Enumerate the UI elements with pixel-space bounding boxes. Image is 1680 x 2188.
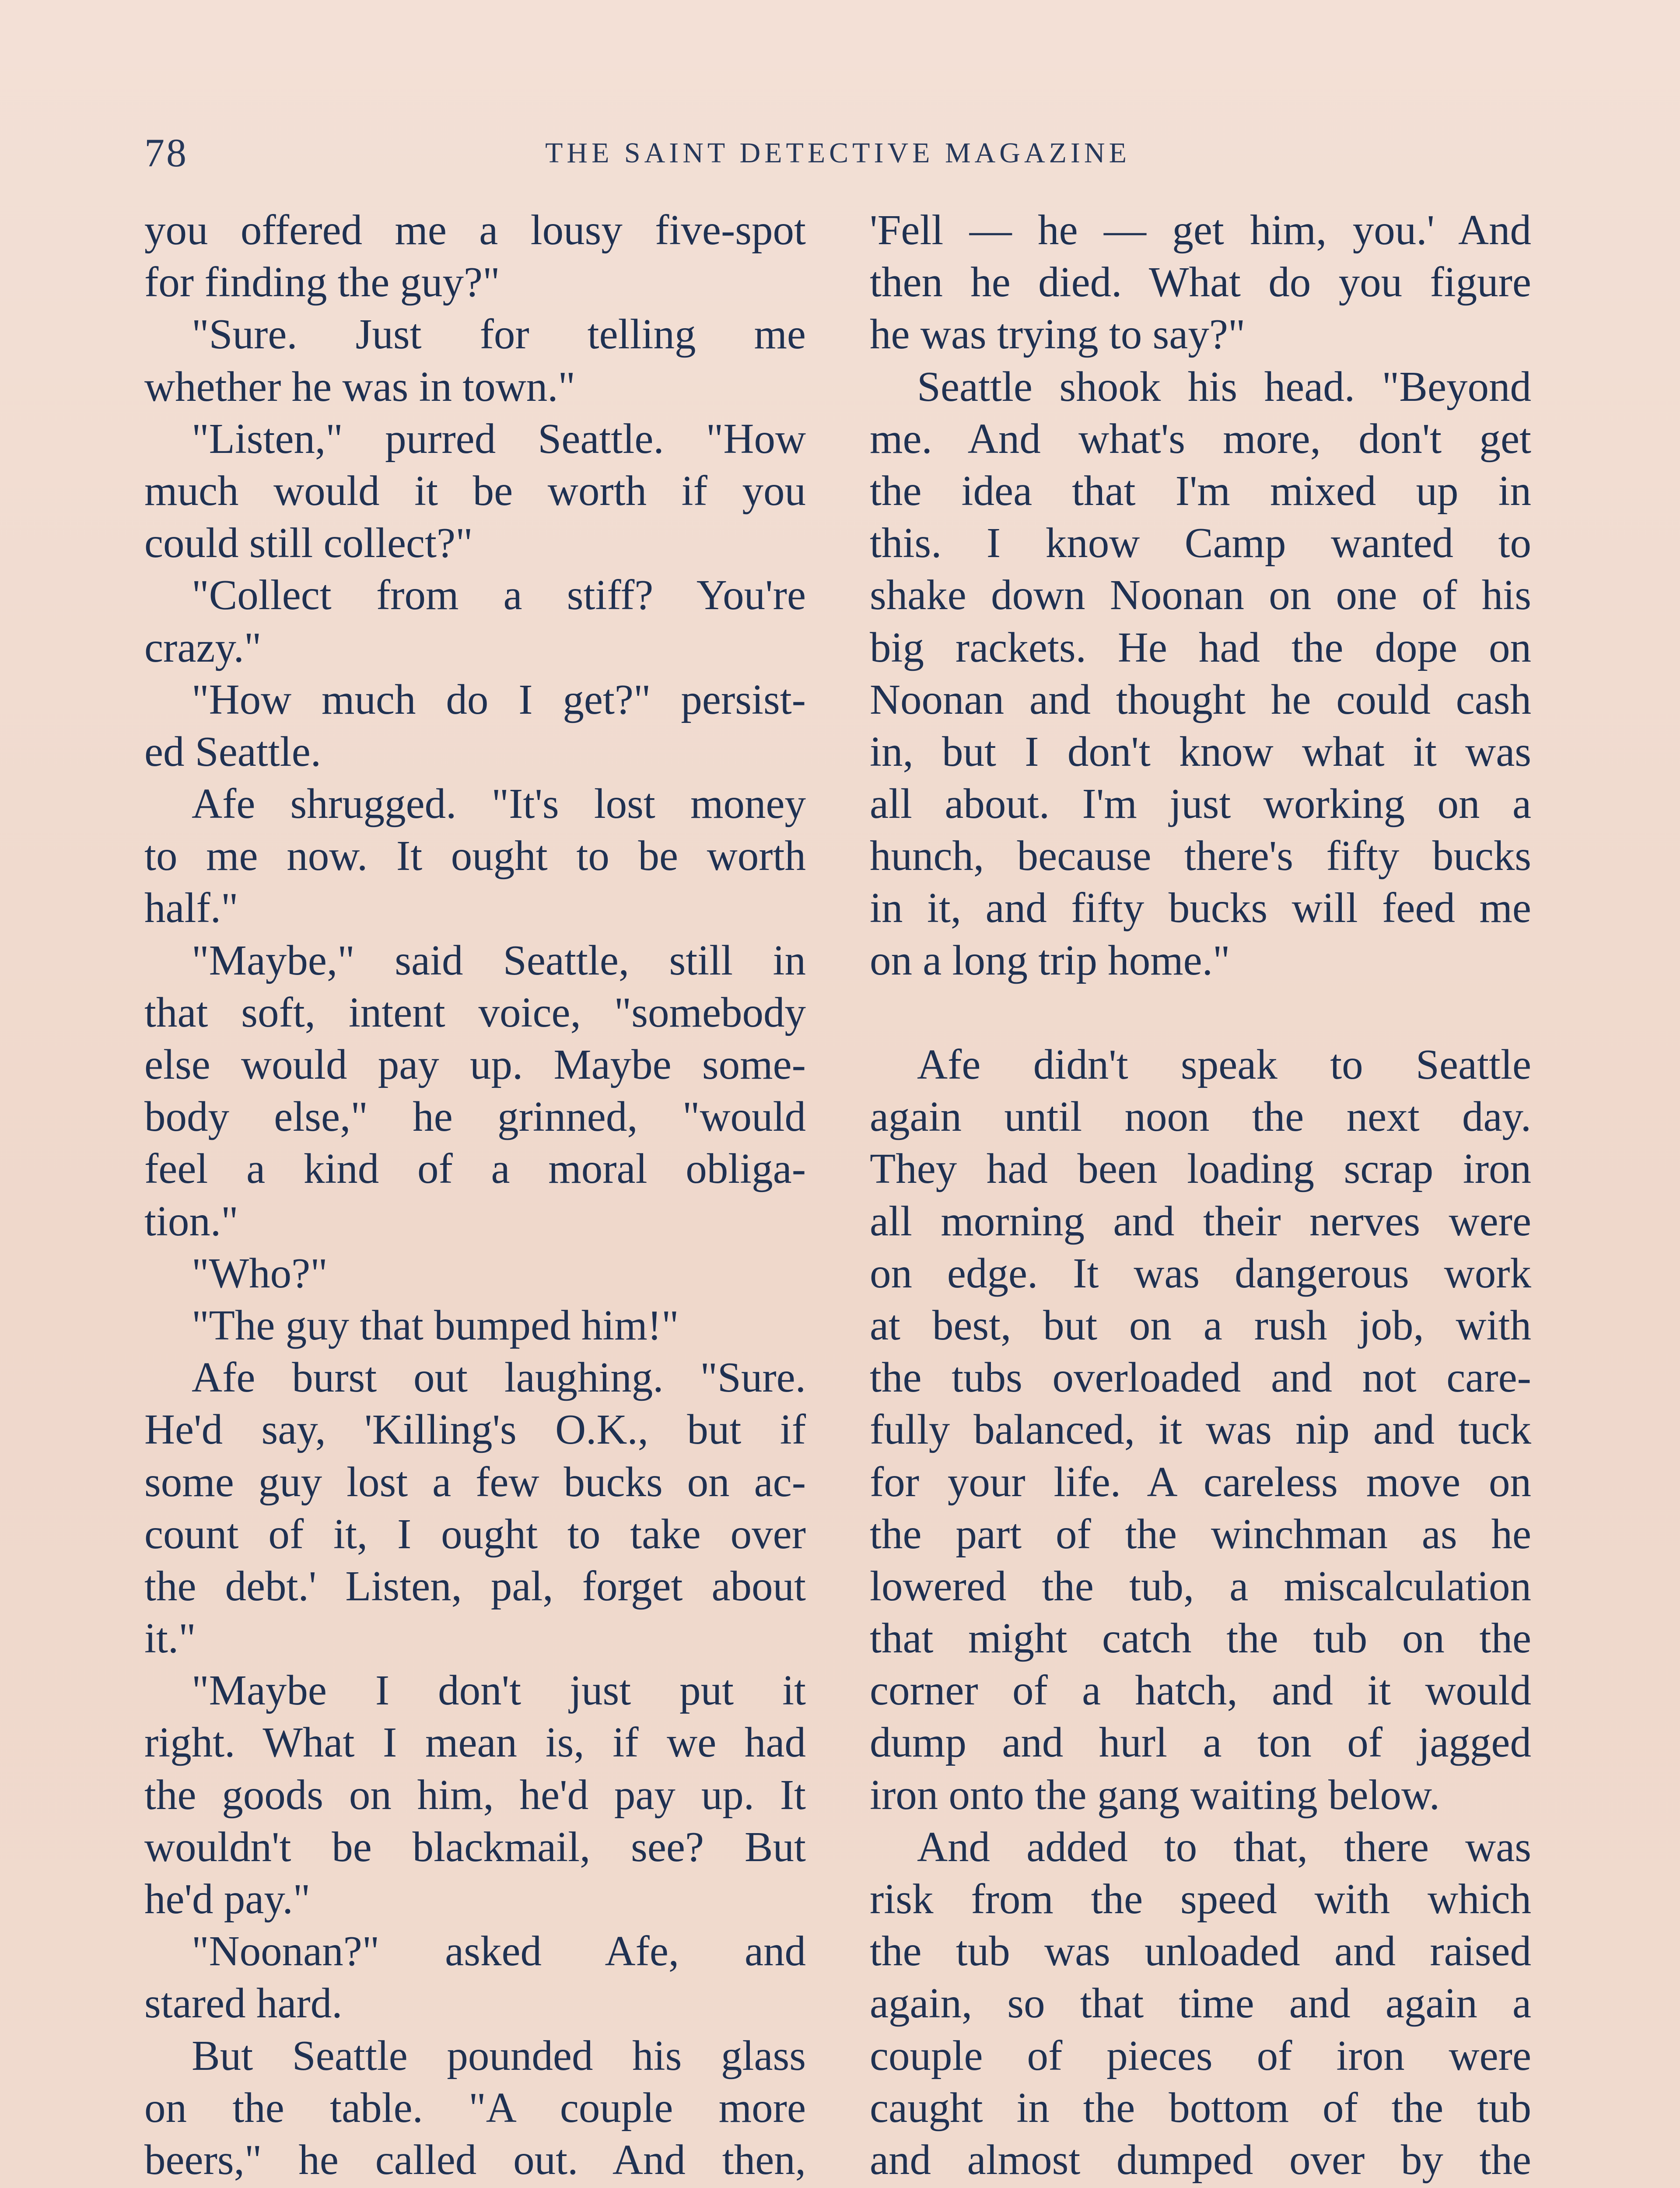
text-line: hunch, because there's fifty bucks bbox=[870, 832, 1531, 880]
text-line: "Noonan?" asked Afe, and bbox=[192, 1928, 806, 1975]
text-line: on the table. "A couple more bbox=[144, 2084, 806, 2131]
text-line: the goods on him, he'd pay up. It bbox=[144, 1771, 806, 1818]
text-line: this. I know Camp wanted to bbox=[870, 519, 1531, 567]
page-header bbox=[144, 130, 1531, 182]
text-line: "Sure. Just for telling me bbox=[192, 311, 806, 358]
text-line: all about. I'm just working on a bbox=[870, 780, 1531, 828]
text-line: the idea that I'm mixed up in bbox=[870, 467, 1531, 514]
text-line: he'd pay." bbox=[144, 1876, 311, 1922]
text-line: on edge. It was dangerous work bbox=[870, 1249, 1531, 1297]
text-line: the tubs overloaded and not care- bbox=[870, 1354, 1531, 1401]
text-line: me. And what's more, don't get bbox=[870, 415, 1531, 462]
text-line bbox=[870, 986, 1531, 1038]
text-line: it." bbox=[144, 1615, 196, 1662]
text-line: some guy lost a few bucks on ac- bbox=[144, 1458, 806, 1505]
text-line: couple of pieces of iron were bbox=[870, 2032, 1531, 2079]
text-line: 'Fell — he — get him, you.' And bbox=[870, 207, 1531, 253]
text-line: feel a kind of a moral obliga- bbox=[144, 1145, 806, 1192]
text-line: stared hard. bbox=[144, 1980, 343, 2027]
text-line: fully balanced, it was nip and tuck bbox=[870, 1406, 1531, 1453]
text-line: Noonan and thought he could cash bbox=[870, 676, 1531, 723]
text-line: Afe shrugged. "It's lost money bbox=[192, 780, 806, 828]
left-text-column bbox=[144, 204, 806, 2188]
text-line: crazy." bbox=[144, 624, 262, 671]
text-line: "Collect from a stiff? You're bbox=[192, 572, 806, 619]
text-line: shake down Noonan on one of his bbox=[870, 572, 1531, 619]
text-line: beers," he called out. And then, bbox=[144, 2136, 806, 2183]
text-line: on a long trip home." bbox=[870, 936, 1230, 984]
text-line: again, so that time and again a bbox=[870, 1980, 1531, 2027]
text-line: that soft, intent voice, "somebody bbox=[144, 989, 806, 1036]
text-line: They had been loading scrap iron bbox=[870, 1145, 1531, 1192]
text-line bbox=[144, 2186, 806, 2188]
text-line: dump and hurl a ton of jagged bbox=[870, 1719, 1531, 1766]
text-line: Afe burst out laughing. "Sure. bbox=[192, 1354, 806, 1401]
text-line: Afe didn't speak to Seattle bbox=[917, 1041, 1531, 1088]
text-line: the tub was unloaded and raised bbox=[870, 1928, 1531, 1975]
text-line bbox=[870, 2186, 1531, 2188]
text-line: and almost dumped over by the bbox=[870, 2136, 1531, 2183]
text-line: else would pay up. Maybe some- bbox=[144, 1041, 806, 1088]
text-line: And added to that, there was bbox=[917, 1823, 1531, 1870]
text-line: count of it, I ought to take over bbox=[144, 1510, 806, 1557]
text-line: wouldn't be blackmail, see? But bbox=[144, 1823, 806, 1870]
text-line: again until noon the next day. bbox=[870, 1093, 1531, 1140]
text-line: the part of the winchman as he bbox=[870, 1510, 1531, 1557]
text-line: for your life. A careless move on bbox=[870, 1458, 1531, 1505]
text-line: "Who?" bbox=[192, 1249, 328, 1297]
text-line: the debt.' Listen, pal, forget about bbox=[144, 1562, 806, 1609]
text-line: all morning and their nerves were bbox=[870, 1197, 1531, 1245]
text-line: he was trying to say?" bbox=[870, 311, 1246, 358]
text-line: could still collect?" bbox=[144, 519, 473, 567]
running-head: THE SAINT DETECTIVE MAGAZINE bbox=[545, 137, 1130, 169]
text-line: then he died. What do you figure bbox=[870, 259, 1531, 306]
text-line: ed Seattle. bbox=[144, 728, 322, 775]
text-line: at best, but on a rush job, with bbox=[870, 1301, 1531, 1349]
page-number: 78 bbox=[144, 130, 188, 175]
text-line: big rackets. He had the dope on bbox=[870, 624, 1531, 671]
text-line: to me now. It ought to be worth bbox=[144, 832, 806, 880]
text-line: that might catch the tub on the bbox=[870, 1615, 1531, 1662]
text-line: much would it be worth if you bbox=[144, 467, 806, 514]
text-line: "Listen," purred Seattle. "How bbox=[192, 415, 806, 462]
text-line: half." bbox=[144, 884, 238, 932]
text-line: whether he was in town." bbox=[144, 363, 576, 410]
text-line: in it, and fifty bucks will feed me bbox=[870, 884, 1531, 932]
text-line: corner of a hatch, and it would bbox=[870, 1667, 1531, 1714]
text-line: "The guy that bumped him!" bbox=[192, 1301, 679, 1349]
text-line: right. What I mean is, if we had bbox=[144, 1719, 806, 1766]
text-line: Seattle shook his head. "Beyond bbox=[917, 363, 1531, 410]
right-text-column bbox=[870, 204, 1531, 2188]
text-line: in, but I don't know what it was bbox=[870, 728, 1531, 775]
text-line: risk from the speed with which bbox=[870, 1876, 1531, 1922]
text-line: you offered me a lousy five-spot bbox=[144, 207, 806, 253]
text-line: caught in the bottom of the tub bbox=[870, 2084, 1531, 2131]
text-line: He'd say, 'Killing's O.K., but if bbox=[144, 1406, 806, 1453]
text-line: body else," he grinned, "would bbox=[144, 1093, 806, 1140]
text-line: "Maybe I don't just put it bbox=[192, 1667, 806, 1714]
text-line: tion." bbox=[144, 1197, 238, 1245]
text-line: for finding the guy?" bbox=[144, 259, 500, 306]
text-line: "How much do I get?" persist- bbox=[192, 676, 806, 723]
text-line: But Seattle pounded his glass bbox=[192, 2032, 806, 2079]
text-line: lowered the tub, a miscalculation bbox=[870, 1562, 1531, 1609]
text-line: "Maybe," said Seattle, still in bbox=[192, 936, 806, 984]
text-line: iron onto the gang waiting below. bbox=[870, 1771, 1440, 1818]
